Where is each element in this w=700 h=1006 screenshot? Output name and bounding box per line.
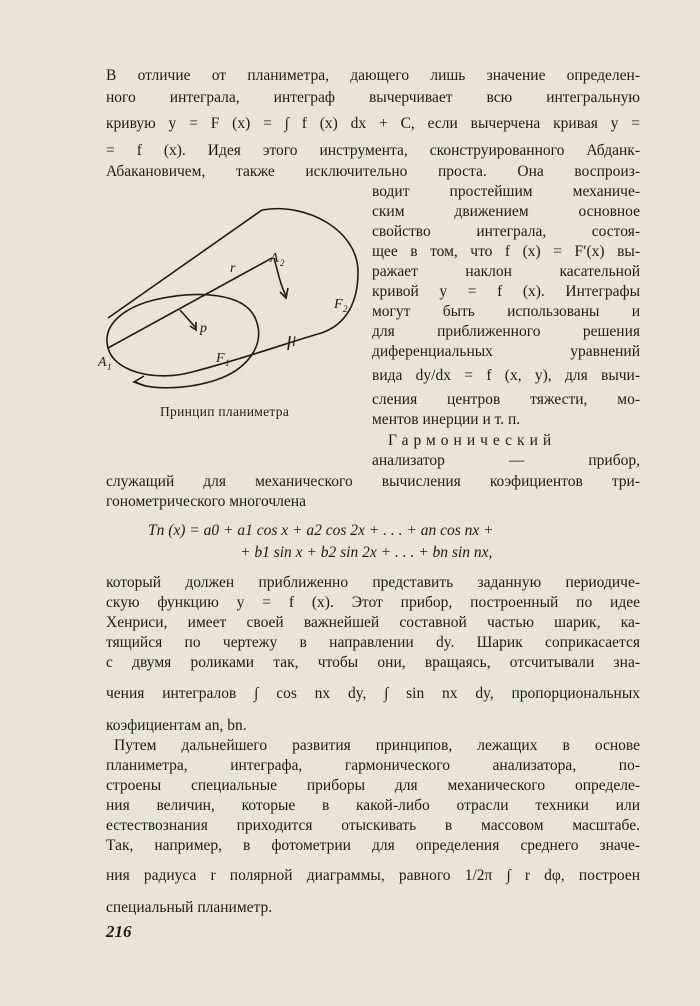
- text-line: скую функцию y = f (x). Этот прибор, построенный по идее: [106, 594, 640, 611]
- text-line: кривой y = f (x). Интеграфы: [372, 283, 640, 300]
- text-line: Хенриси, имеет своей важнейшей составной частью шарик, ка-: [106, 614, 640, 631]
- label-l: l: [292, 335, 296, 350]
- text-line: гонометрического многочлена: [106, 493, 306, 510]
- text-line: могут быть использованы и: [372, 303, 640, 320]
- text-line: планиметра, интеграфа, гармонического анализатора, по-: [106, 757, 640, 774]
- text-line: Абакановичем, также исключительно проста. Она воспроиз-: [106, 163, 640, 180]
- text-line: тящийся по чертежу в направлении dy. Шарик соприкасается: [106, 634, 640, 651]
- text-line: ния величин, которые в какой-либо отрасли техники или: [106, 797, 640, 814]
- label-a1: A: [98, 355, 107, 370]
- text-line: коэфициентам an, bn.: [106, 717, 247, 734]
- text-line: анализатор — прибор,: [372, 452, 640, 469]
- planimeter-figure: [96, 200, 368, 422]
- text-line: Так, например, в фотометрии для определения среднего значе-: [106, 837, 640, 854]
- label-f1-sub: 1: [225, 358, 230, 368]
- label-a2-sub: 2: [280, 258, 285, 268]
- l-mark: [288, 336, 290, 350]
- text-line: диференциальных уравнений: [372, 343, 640, 360]
- text-line: ским движением основное: [372, 203, 640, 220]
- text-line: сления центров тяжести, мо-: [372, 391, 640, 408]
- curve-f2-lower: [192, 334, 318, 372]
- p-vector: [180, 310, 196, 328]
- text-line: для приближенного решения: [372, 323, 640, 340]
- text-line-integrals: чения интегралов ∫ cos nx dy, ∫ sin nx dy, пропорциональных: [106, 685, 640, 702]
- text-line: Путем дальнейшего развития принципов, лежащих в основе: [114, 737, 640, 754]
- figure-caption: Принцип планиметра: [160, 404, 290, 419]
- label-p: p: [200, 321, 207, 336]
- text-line: = f (x). Идея этого инструмента, сконструированного Абданк-: [106, 142, 640, 159]
- text-line: В отличие от планиметра, дающего лишь значение определен-: [106, 67, 640, 84]
- curve-f2-upper: [262, 209, 358, 334]
- text-line: свойство интеграла, состоя-: [372, 223, 640, 240]
- text-line: служащий для механического вычисления коэфициентов три-: [106, 473, 640, 490]
- label-a2: A: [270, 251, 279, 266]
- text-line: ментов инерции и т. п.: [372, 411, 521, 428]
- text-line: ражает наклон касательной: [372, 263, 640, 280]
- arm-r: [108, 258, 272, 348]
- label-f2-sub: 2: [343, 304, 348, 314]
- text-line: строены специальные приборы для механического определе-: [106, 777, 640, 794]
- section-term: Гармонический: [388, 432, 557, 449]
- label-r: r: [230, 261, 236, 276]
- text-line: специальный планиметр.: [106, 899, 273, 916]
- text-line: который должен приближенно представить заданную периодиче-: [106, 574, 640, 591]
- curve-f1: [107, 295, 259, 388]
- formula-line-1: Tn (x) = a0 + a1 cos x + a2 cos 2x + . . . + an cos nx +: [148, 522, 494, 539]
- text-line-formula: ния радиуса r полярной диаграммы, равного 1/2π ∫ r dφ, построен: [106, 867, 640, 884]
- label-f1: F: [216, 351, 225, 366]
- text-line: водит простейшим механиче-: [372, 183, 640, 200]
- text-line-formula: кривую y = F (x) = ∫ f (x) dx + C, если вычерчена кривая y =: [106, 115, 640, 132]
- label-f2: F: [334, 297, 343, 312]
- text-line: вида dy/dx = f (x, y), для вычи-: [372, 367, 640, 384]
- text-line: с двумя роликами так, чтобы они, вращаясь, отсчитывали зна-: [106, 654, 640, 671]
- formula-line-2: + b1 sin x + b2 sin 2x + . . . + bn sin nx,: [240, 544, 493, 561]
- label-a1-sub: 1: [107, 362, 112, 372]
- f1-arrow: [134, 376, 146, 386]
- text-line: ного интеграла, интеграф вычерчивает всю интегральную: [106, 89, 640, 106]
- text-line: щее в том, что f (x) = F′(x) вы-: [372, 243, 640, 260]
- text-line: естествознания приходится отыскивать в массовом масштабе.: [106, 817, 640, 834]
- page-number: 216: [106, 922, 132, 941]
